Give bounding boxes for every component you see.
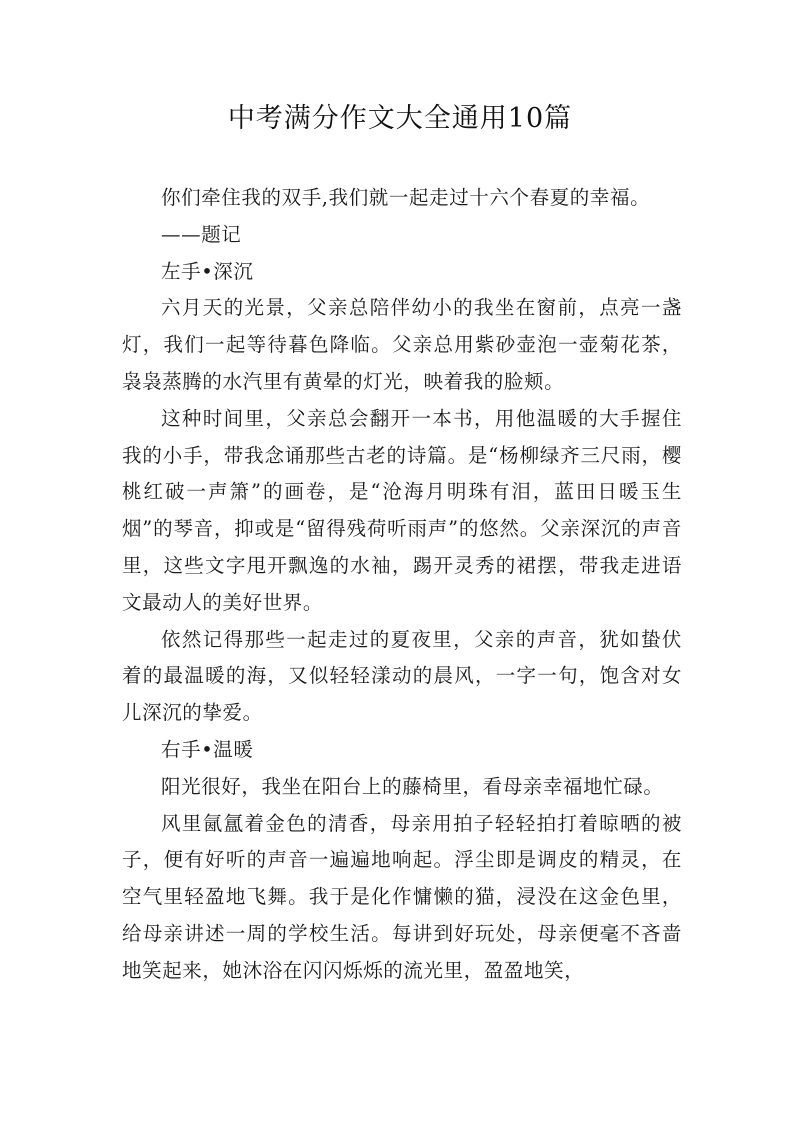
section-heading-right-hand: 右手•温暖 <box>161 737 254 761</box>
paragraph: 这种时间里，父亲总会翻开一本书，用他温暖的大手握住我的小手，带我念诵那些古老的诗篇。是“杨柳绿齐三尺雨，樱桃红破一声箫”的画卷，是“沧海月明珠有泪，蓝田日暖玉生烟”的琴音，抑或是“留得残荷听雨声”的悠然。父亲深沉的声音里，这些文字甩开飘逸的水袖，踢开灵秀的裙摆，带我走进语文最动人的美好世界。 <box>122 406 682 614</box>
paragraph: 风里氤氲着金色的清香，母亲用拍子轻轻拍打着晾晒的被子，便有好听的声音一遍遍地响起。浮尘即是调皮的精灵，在空气里轻盈地飞舞。我于是化作慵懒的猫，浸没在这金色里，给母亲讲述一周的学校生活。每讲到好玩处，母亲便毫不吝啬地笑起来，她沐浴在闪闪烁烁的流光里，盈盈地笑， <box>122 811 682 982</box>
paragraph-epigraph: 你们牵住我的双手,我们就一起走过十六个春夏的幸福。 <box>161 186 651 209</box>
document-body <box>122 180 682 990</box>
paragraph-epigraph-note: ——题记 <box>161 222 242 246</box>
section-heading-left-hand: 左手•深沉 <box>161 259 254 283</box>
document-title: 中考满分作文大全通用10篇 <box>227 103 573 134</box>
paragraph: 阳光很好，我坐在阳台上的藤椅里，看母亲幸福地忙碌。 <box>161 774 664 798</box>
paragraph: 依然记得那些一起走过的夏夜里，父亲的声音，犹如蛰伏着的最温暖的海，又似轻轻漾动的晨风，一字一句，饱含对女儿深沉的挚爱。 <box>122 627 682 725</box>
paragraph: 六月天的光景，父亲总陪伴幼小的我坐在窗前，点亮一盏灯，我们一起等待暮色降临。父亲总用紫砂壶泡一壶菊花茶，袅袅蒸腾的水汽里有黄晕的灯光，映着我的脸颊。 <box>122 296 682 393</box>
